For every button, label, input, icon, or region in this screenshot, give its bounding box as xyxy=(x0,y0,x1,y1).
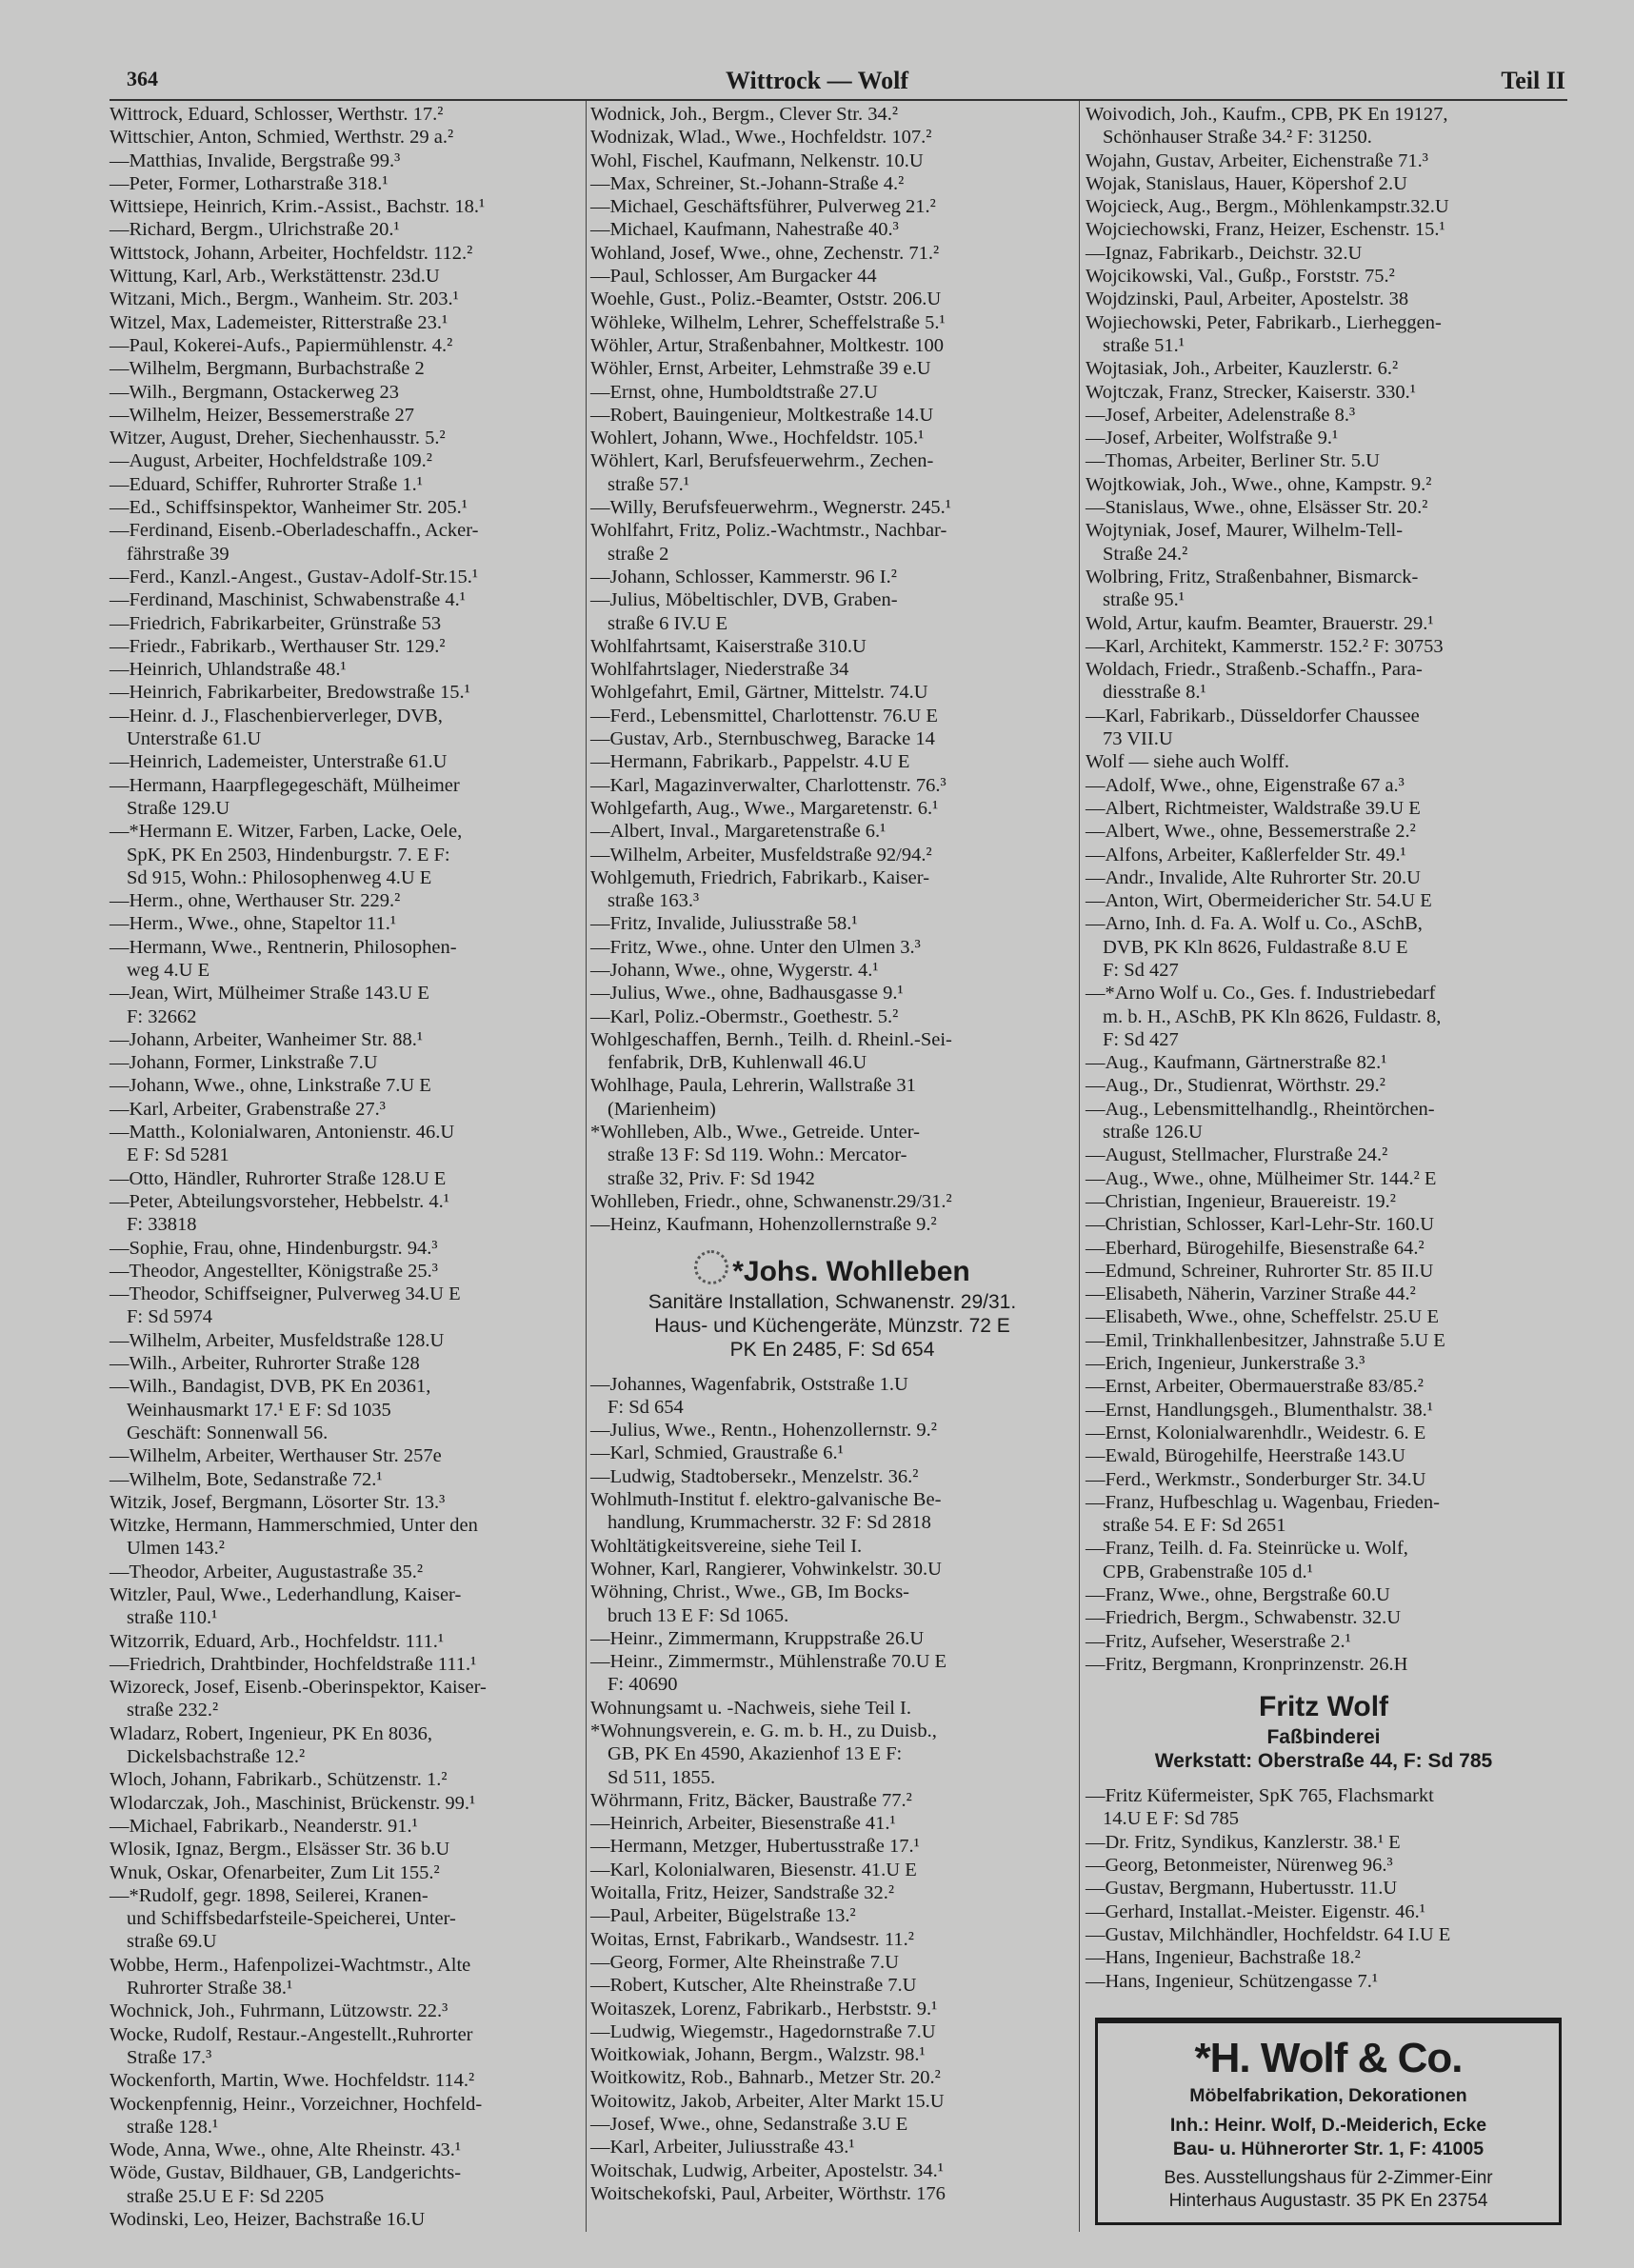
directory-entry: —Hans, Ingenieur, Schützengasse 7.¹ xyxy=(1086,1970,1379,1992)
directory-entry: —Karl, Schmied, Graustraße 6.¹ xyxy=(590,1442,844,1464)
directory-entry: —Fritz, Aufseher, Weserstraße 2.¹ xyxy=(1086,1630,1351,1652)
directory-entry: —Elisabeth, Wwe., ohne, Scheffelstr. 25.U E xyxy=(1086,1306,1440,1328)
directory-entry: Witzorrik, Eduard, Arb., Hochfeldstr. 111.¹ xyxy=(110,1630,445,1652)
running-title: Wittrock — Wolf xyxy=(725,67,909,94)
ad-line: Sanitäre Installation, Schwanenstr. 29/31. xyxy=(648,1290,1017,1313)
directory-entry: —Peter, Abteilungsvorsteher, Hebbelstr. 4.¹ F: 33818 xyxy=(110,1190,449,1236)
directory-entry: —Richard, Bergm., Ulrichstraße 20.¹ xyxy=(110,219,400,241)
column-divider xyxy=(1079,101,1080,2232)
directory-entry: —Fritz Küfermeister, SpK 765, Flachsmarkt 14.U E F: Sd 785 xyxy=(1086,1785,1434,1830)
directory-entry: Wockenpfennig, Heinr., Vorzeichner, Hochfeld- straße 128.¹ xyxy=(110,2093,483,2138)
directory-entry: —Aug., Kaufmann, Gärtnerstraße 82.¹ xyxy=(1086,1052,1387,1074)
directory-entry: *Wohnungsverein, e. G. m. b. H., zu Duisb., GB, PK En 4590, Akazienhof 13 E F: Sd 511, 1855. xyxy=(590,1721,937,1788)
directory-entry: —Elisabeth, Näherin, Varziner Straße 44.² xyxy=(1086,1283,1416,1305)
directory-entry: —Aug., Dr., Studienrat, Wörthstr. 29.² xyxy=(1086,1075,1385,1097)
directory-entry: —Max, Schreiner, St.-Johann-Straße 4.² xyxy=(590,172,905,194)
directory-entry: —Wilh., Bergmann, Ostackerweg 23 xyxy=(110,381,399,403)
directory-entry: —Adolf, Wwe., ohne, Eigenstraße 67 a.³ xyxy=(1086,774,1405,796)
directory-entry: Wöde, Gustav, Bildhauer, GB, Landgerichts- straße 25.U E F: Sd 2205 xyxy=(110,2162,462,2207)
directory-entry: —August, Stellmacher, Flurstraße 24.² xyxy=(1086,1144,1388,1166)
directory-entry: —Heinrich, Fabrikarbeiter, Bredowstraße 15.¹ xyxy=(110,682,470,704)
directory-entry: Wohlhage, Paula, Lehrerin, Wallstraße 31 (Marienheim) xyxy=(590,1075,916,1120)
directory-entry: —Gustav, Bergmann, Hubertusstr. 11.U xyxy=(1086,1878,1398,1900)
directory-entry: —Ferd., Lebensmittel, Charlottenstr. 76.U E xyxy=(590,705,938,726)
directory-entry: —Ferdinand, Maschinist, Schwabenstraße 4.¹ xyxy=(110,589,466,611)
directory-entry: —Fritz, Invalide, Juliusstraße 58.¹ xyxy=(590,913,858,935)
advertisement-wohlleben xyxy=(590,1250,1074,1362)
directory-entry: Wojtkowiak, Joh., Wwe., ohne, Kampstr. 9.² xyxy=(1086,473,1432,495)
directory-entry: Witzke, Hermann, Hammerschmied, Unter den Ulmen 143.² xyxy=(110,1515,478,1560)
directory-entry: Wohlleben, Friedr., ohne, Schwanenstr.29/31.² xyxy=(590,1190,952,1212)
directory-entry: —Edmund, Schreiner, Ruhrorter Str. 85 II.U xyxy=(1086,1260,1434,1282)
directory-entry: —Paul, Kokerei-Aufs., Papiermühlenstr. 4.² xyxy=(110,334,453,356)
directory-entry: Wittsiepe, Heinrich, Krim.-Assist., Bachstr. 18.¹ xyxy=(110,196,486,218)
wreath-icon xyxy=(694,1250,728,1284)
directory-entry: Woitkowitz, Rob., Bahnarb., Metzer Str. 20.² xyxy=(590,2067,941,2089)
directory-entry: Wojak, Stanislaus, Hauer, Köpershof 2.U xyxy=(1086,172,1407,194)
ad-line: Bes. Ausstellungshaus für 2-Zimmer-Einr xyxy=(1164,2167,1493,2188)
directory-entry: —Ernst, Arbeiter, Obermauerstraße 83/85.² xyxy=(1086,1376,1424,1398)
directory-entry: —Ferd., Kanzl.-Angest., Gustav-Adolf-Str.15.¹ xyxy=(110,566,479,587)
directory-entry: Wohl, Fischel, Kaufmann, Nelkenstr. 10.U xyxy=(590,149,924,171)
directory-entry: —Heinrich, Arbeiter, Biesenstraße 41.¹ xyxy=(590,1813,896,1835)
directory-entry: —Gustav, Milchhändler, Hochfeldstr. 64 I.U E xyxy=(1086,1923,1451,1945)
directory-entry: —Ernst, Kolonialwarenhdlr., Weidestr. 6. E xyxy=(1086,1422,1426,1443)
directory-entry: —Ewald, Bürogehilfe, Heerstraße 143.U xyxy=(1086,1445,1405,1467)
directory-entry: —August, Arbeiter, Hochfeldstraße 109.² xyxy=(110,450,432,472)
directory-entry: Wittschier, Anton, Schmied, Werthstr. 29 a.² xyxy=(110,127,454,149)
directory-entry: —Ferd., Werkmstr., Sonderburger Str. 34.U xyxy=(1086,1468,1426,1490)
ad-line: PK En 2485, F: Sd 654 xyxy=(729,1338,935,1361)
directory-entry: —Robert, Kutscher, Alte Rheinstraße 7.U xyxy=(590,1975,917,1997)
entry-list xyxy=(590,103,1074,1237)
directory-entry: —Friedrich, Bergm., Schwabenstr. 32.U xyxy=(1086,1607,1401,1629)
directory-entry: —Christian, Ingenieur, Brauereistr. 19.² xyxy=(1086,1190,1396,1212)
directory-entry: —Theodor, Schiffseigner, Pulverweg 34.U E F: Sd 5974 xyxy=(110,1283,461,1328)
directory-entry: —Hermann, Haarpflegegeschäft, Mülheimer Straße 129.U xyxy=(110,774,460,819)
directory-entry: —Theodor, Angestellter, Königstraße 25.³ xyxy=(110,1260,438,1282)
column-3 xyxy=(1086,103,1562,2225)
directory-entry: Wöhler, Ernst, Arbeiter, Lehmstraße 39 e.U xyxy=(590,358,931,380)
directory-entry: Witzler, Paul, Wwe., Lederhandlung, Kaiser- straße 110.¹ xyxy=(110,1584,462,1629)
directory-entry: Woitowitz, Jakob, Arbeiter, Alter Markt 15.U xyxy=(590,2090,945,2112)
directory-entry: Wloch, Johann, Fabrikarb., Schützenstr. 1.² xyxy=(110,1769,448,1791)
directory-entry: Woitschak, Ludwig, Arbeiter, Apostelstr. 34.¹ xyxy=(590,2159,944,2181)
directory-entry: Wnuk, Oskar, Ofenarbeiter, Zum Lit 155.² xyxy=(110,1861,440,1883)
directory-entry: —Johann, Wwe., ohne, Linkstraße 7.U E xyxy=(110,1075,431,1097)
directory-entry: —Jean, Wirt, Mülheimer Straße 143.U E F: 32662 xyxy=(110,983,429,1027)
directory-entry: Wohlert, Johann, Wwe., Hochfeldstr. 105.¹ xyxy=(590,428,925,449)
directory-entry: —Franz, Teilh. d. Fa. Steinrücke u. Wolf, CPB, Grabenstraße 105 d.¹ xyxy=(1086,1538,1408,1582)
directory-entry: *Wohlleben, Alb., Wwe., Getreide. Unter- straße 13 F: Sd 119. Wohn.: Mercator- straße 32, Priv. F: Sd 1942 xyxy=(590,1122,920,1189)
directory-entry: —Josef, Arbeiter, Wolfstraße 9.¹ xyxy=(1086,428,1339,449)
directory-entry: Wohner, Karl, Rangierer, Vohwinkelstr. 30.U xyxy=(590,1558,942,1580)
directory-entry: —Fritz, Wwe., ohne. Unter den Ulmen 3.³ xyxy=(590,936,921,958)
directory-entry: Wohlmuth-Institut f. elektro-galvanische Be- handlung, Krummacherstr. 32 F: Sd 2818 xyxy=(590,1489,942,1534)
directory-entry: —Albert, Inval., Margaretenstraße 6.¹ xyxy=(590,821,887,843)
directory-entry: Wojciechowski, Franz, Heizer, Eschenstr. 15.¹ xyxy=(1086,219,1445,241)
directory-entry: Witzani, Mich., Bergm., Wanheim. Str. 203.¹ xyxy=(110,288,459,310)
directory-entry: —Erich, Ingenieur, Junkerstraße 3.³ xyxy=(1086,1353,1365,1375)
directory-entry: Wojtasiak, Joh., Arbeiter, Kauzlerstr. 6.² xyxy=(1086,358,1399,380)
directory-entry: —Ignaz, Fabrikarb., Deichstr. 32.U xyxy=(1086,242,1363,264)
directory-entry: —Wilhelm, Arbeiter, Werthauser Str. 257e xyxy=(110,1445,442,1467)
advertisement-fritz-wolf xyxy=(1086,1689,1562,1773)
directory-entry: —Aug., Wwe., ohne, Mülheimer Str. 144.² E xyxy=(1086,1167,1437,1189)
directory-entry: —Matthias, Invalide, Bergstraße 99.³ xyxy=(110,149,401,171)
directory-entry: —Heinr. d. J., Flaschenbierverleger, DVB, Unterstraße 61.U xyxy=(110,705,443,750)
directory-entry: —*Hermann E. Witzer, Farben, Lacke, Oele, SpK, PK En 2503, Hindenburgstr. 7. E F: Sd 915, Wohn.: Philosophenweg 4.U E xyxy=(110,821,463,888)
directory-entry: Wöhleke, Wilhelm, Lehrer, Scheffelstraße 5.¹ xyxy=(590,311,946,333)
directory-entry: —Ernst, ohne, Humboldtstraße 27.U xyxy=(590,381,878,403)
directory-entry: —Karl, Arbeiter, Juliusstraße 43.¹ xyxy=(590,2137,855,2159)
part-label: Teil II xyxy=(1501,67,1565,94)
directory-entry: Witzik, Josef, Bergmann, Lösorter Str. 13.³ xyxy=(110,1491,446,1513)
advertisement-h-wolf-box xyxy=(1095,2018,1562,2225)
directory-entry: —Heinrich, Lademeister, Unterstraße 61.U xyxy=(110,751,448,773)
directory-entry: —Herm., ohne, Werthauser Str. 229.² xyxy=(110,890,401,912)
directory-entry: —Eduard, Schiffer, Ruhrorter Straße 1.¹ xyxy=(110,473,423,495)
directory-entry: —Ferdinand, Eisenb.-Oberladeschaffn., Acker- fährstraße 39 xyxy=(110,520,479,565)
directory-entry: —Wilh., Arbeiter, Ruhrorter Straße 128 xyxy=(110,1353,420,1375)
column-2 xyxy=(590,103,1074,2205)
directory-entry: Wojcieck, Aug., Bergm., Möhlenkampstr.32.U xyxy=(1086,196,1449,218)
directory-entry: —Hermann, Fabrikarb., Pappelstr. 4.U E xyxy=(590,751,910,773)
directory-entry: Woldach, Friedr., Straßenb.-Schaffn., Para- diesstraße 8.¹ xyxy=(1086,659,1423,704)
directory-entry: —Julius, Möbeltischler, DVB, Graben- straße 6 IV.U E xyxy=(590,589,898,634)
directory-entry: —Albert, Wwe., ohne, Bessemerstraße 2.² xyxy=(1086,821,1416,843)
ad-line: Inh.: Heinr. Wolf, D.-Meiderich, Ecke xyxy=(1169,2114,1487,2136)
directory-entry: Wohlgefahrt, Emil, Gärtner, Mittelstr. 74.U xyxy=(590,682,928,704)
directory-entry: Wojiechowski, Peter, Fabrikarb., Lierheggen- straße 51.¹ xyxy=(1086,311,1442,356)
directory-entry: —Wilh., Bandagist, DVB, PK En 20361, Weinhausmarkt 17.¹ E F: Sd 1035 Geschäft: Sonnenwall 56. xyxy=(110,1376,431,1443)
directory-entry: Wohlfahrtsamt, Kaiserstraße 310.U xyxy=(590,635,867,657)
directory-entry: Wolbring, Fritz, Straßenbahner, Bismarck- straße 95.¹ xyxy=(1086,566,1419,611)
directory-entry: Wolf — siehe auch Wolff. xyxy=(1086,751,1289,773)
directory-entry: —Herm., Wwe., ohne, Stapeltor 11.¹ xyxy=(110,913,397,935)
directory-entry: —Karl, Kolonialwaren, Biesenstr. 41.U E xyxy=(590,1859,917,1880)
directory-entry: —Wilhelm, Bergmann, Burbachstraße 2 xyxy=(110,358,425,380)
directory-entry: —Theodor, Arbeiter, Augustastraße 35.² xyxy=(110,1561,424,1582)
directory-entry: —Johann, Schlosser, Kammerstr. 96 I.² xyxy=(590,566,897,587)
directory-entry: —Anton, Wirt, Obermeidericher Str. 54.U E xyxy=(1086,890,1432,912)
page-number: 364 xyxy=(127,67,158,90)
directory-entry: —Franz, Hufbeschlag u. Wagenbau, Frieden- straße 54. E F: Sd 2651 xyxy=(1086,1491,1440,1537)
directory-entry: Wohlfahrt, Fritz, Poliz.-Wachtmstr., Nachbar- straße 2 xyxy=(590,520,947,565)
directory-entry: —Matth., Kolonialwaren, Antonienstr. 46.U E F: Sd 5281 xyxy=(110,1122,455,1166)
directory-entry: —Johann, Wwe., ohne, Wygerstr. 4.¹ xyxy=(590,959,879,981)
directory-entry: —Hermann, Metzger, Hubertusstraße 17.¹ xyxy=(590,1836,920,1858)
directory-entry: —Michael, Fabrikarb., Neanderstr. 91.¹ xyxy=(110,1815,418,1837)
directory-entry: Wohlfahrtslager, Niederstraße 34 xyxy=(590,659,849,681)
directory-entry: Wittstock, Johann, Arbeiter, Hochfeldstr. 112.² xyxy=(110,242,473,264)
column-divider xyxy=(586,101,587,2232)
directory-entry: —*Rudolf, gegr. 1898, Seilerei, Kranen- und Schiffsbedarfsteile-Speicherei, Unter- straße 69.U xyxy=(110,1884,456,1953)
directory-entry: —Emil, Trinkhallenbesitzer, Jahnstraße 5.U E xyxy=(1086,1329,1445,1351)
directory-entry: —Josef, Arbeiter, Adelenstraße 8.³ xyxy=(1086,404,1356,426)
directory-entry: —Heinr., Zimmermann, Kruppstraße 26.U xyxy=(590,1627,925,1649)
directory-entry: —Aug., Lebensmittelhandlg., Rheintörchen- straße 126.U xyxy=(1086,1098,1435,1144)
directory-entry: —Thomas, Arbeiter, Berliner Str. 5.U xyxy=(1086,450,1380,472)
directory-entry: Woitaszek, Lorenz, Fabrikarb., Herbststr. 9.¹ xyxy=(590,1998,938,2019)
directory-entry: Wochnick, Joh., Fuhrmann, Lützowstr. 22.³ xyxy=(110,2000,448,2022)
ad-subtitle: Möbelfabrikation, Dekorationen xyxy=(1189,2084,1467,2106)
directory-entry: —Wilhelm, Bote, Sedanstraße 72.¹ xyxy=(110,1468,383,1490)
ad-line: Faßbinderei xyxy=(1266,1726,1381,1749)
directory-entry: —Michael, Geschäftsführer, Pulverweg 21.² xyxy=(590,196,936,218)
directory-entry: Witzer, August, Dreher, Siechenhausstr. 5.² xyxy=(110,428,446,449)
directory-entry: —Michael, Kaufmann, Nahestraße 40.³ xyxy=(590,219,899,241)
directory-entry: —Hans, Ingenieur, Bachstraße 18.² xyxy=(1086,1947,1361,1969)
ad-line: Haus- und Küchengeräte, Münzstr. 72 E xyxy=(654,1314,1010,1337)
directory-entry: —Heinz, Kaufmann, Hohenzollernstraße 9.² xyxy=(590,1214,937,1236)
directory-entry: —Karl, Arbeiter, Grabenstraße 27.³ xyxy=(110,1098,386,1120)
directory-entry: —Karl, Architekt, Kammerstr. 152.² F: 30753 xyxy=(1086,635,1444,657)
directory-entry: Wohltätigkeitsvereine, siehe Teil I. xyxy=(590,1535,863,1557)
directory-entry: —Johann, Arbeiter, Wanheimer Str. 88.¹ xyxy=(110,1028,423,1050)
ad-title: Fritz Wolf xyxy=(1258,1691,1389,1723)
directory-entry: —Karl, Magazinverwalter, Charlottenstr. 76.³ xyxy=(590,774,947,796)
directory-entry: —Ernst, Handlungsgeh., Blumenthalstr. 38.¹ xyxy=(1086,1399,1433,1421)
directory-entry: Wodnick, Joh., Bergm., Clever Str. 34.² xyxy=(590,104,898,125)
directory-entry: —Friedr., Fabrikarb., Werthauser Str. 129.² xyxy=(110,635,446,657)
directory-entry: Wojahn, Gustav, Arbeiter, Eichenstraße 71.³ xyxy=(1086,149,1428,171)
directory-entry: —Ludwig, Stadtobersekr., Menzelstr. 36.² xyxy=(590,1465,919,1487)
ad-title: *Johs. Wohlleben xyxy=(732,1255,970,1287)
directory-entry: —Johannes, Wagenfabrik, Oststraße 1.U F: Sd 654 xyxy=(590,1373,908,1418)
directory-entry: —Arno, Inh. d. Fa. A. Wolf u. Co., ASchB, DVB, PK Kln 8626, Fuldastraße 8.U E F: Sd 427 xyxy=(1086,913,1423,981)
directory-entry: —Robert, Bauingenieur, Moltkestraße 14.U xyxy=(590,404,934,426)
directory-entry: Wohland, Josef, Wwe., ohne, Zechenstr. 71.² xyxy=(590,242,940,264)
directory-entry: —Wilhelm, Heizer, Bessemerstraße 27 xyxy=(110,404,414,426)
ad-line: Bau- u. Hühnerorter Str. 1, F: 41005 xyxy=(1172,2138,1485,2159)
directory-entry: —Andr., Invalide, Alte Ruhrorter Str. 20.U xyxy=(1086,866,1421,888)
directory-entry: —Fritz, Bergmann, Kronprinzenstr. 26.H xyxy=(1086,1653,1408,1675)
directory-entry: Woitkowiak, Johann, Bergm., Walzstr. 98.¹ xyxy=(590,2044,926,2066)
directory-entry: —Stanislaus, Wwe., ohne, Elsässer Str. 20.² xyxy=(1086,497,1428,519)
directory-entry: Woitschekofski, Paul, Arbeiter, Wörthstr. 176 xyxy=(590,2182,946,2204)
directory-entry: Wohlgefarth, Aug., Wwe., Margaretenstr. 6.¹ xyxy=(590,797,939,819)
directory-entry: Wittung, Karl, Arb., Werkstättenstr. 23d.U xyxy=(110,266,440,288)
directory-entry: Wöhler, Artur, Straßenbahner, Moltkestr. 100 xyxy=(590,334,945,356)
directory-entry: —Paul, Schlosser, Am Burgacker 44 xyxy=(590,266,877,288)
directory-entry: —Heinrich, Uhlandstraße 48.¹ xyxy=(110,659,347,681)
entry-list xyxy=(110,103,583,2231)
directory-entry: —Willy, Berufsfeuerwehrm., Wegnerstr. 245.¹ xyxy=(590,497,951,519)
directory-entry: —Georg, Former, Alte Rheinstraße 7.U xyxy=(590,1951,899,1973)
directory-entry: Wittrock, Eduard, Schlosser, Werthstr. 17.² xyxy=(110,104,444,125)
entry-list xyxy=(1086,103,1562,1676)
ad-line: Hinterhaus Augustastr. 35 PK En 23754 xyxy=(1168,2190,1488,2211)
directory-entry: —Friedrich, Drahtbinder, Hochfeldstraße 111.¹ xyxy=(110,1653,477,1675)
directory-entry: —Hermann, Wwe., Rentnerin, Philosophen- weg 4.U E xyxy=(110,936,457,981)
directory-entry: Woivodich, Joh., Kaufm., CPB, PK En 19127, Schönhauser Straße 34.² F: 31250. xyxy=(1086,104,1448,149)
directory-entry: Wöhning, Christ., Wwe., GB, Im Bocks- bruch 13 E F: Sd 1065. xyxy=(590,1582,909,1626)
directory-entry: Wojcikowski, Val., Gußp., Forststr. 75.² xyxy=(1086,266,1395,288)
directory-entry: —Gustav, Arb., Sternbuschweg, Baracke 14 xyxy=(590,728,935,750)
entry-list xyxy=(1086,1784,1562,1993)
directory-entry: —Karl, Poliz.-Obermstr., Goethestr. 5.² xyxy=(590,1005,899,1027)
directory-entry: —Ed., Schiffsinspektor, Wanheimer Str. 205.¹ xyxy=(110,497,468,519)
directory-entry: Wocke, Rudolf, Restaur.-Angestellt.,Ruhrorter Straße 17.³ xyxy=(110,2023,473,2068)
directory-entry: Wlosik, Ignaz, Bergm., Elsässer Str. 36 b.U xyxy=(110,1839,450,1860)
directory-entry: —Wilhelm, Arbeiter, Musfeldstraße 92/94.² xyxy=(590,844,932,865)
directory-entry: Woitas, Ernst, Fabrikarb., Wandsestr. 11.² xyxy=(590,1928,914,1950)
directory-entry: —Julius, Wwe., ohne, Badhausgasse 9.¹ xyxy=(590,983,904,1005)
directory-entry: Wlodarczak, Joh., Maschinist, Brückenstr. 99.¹ xyxy=(110,1792,476,1814)
directory-entry: —Sophie, Frau, ohne, Hindenburgstr. 94.³ xyxy=(110,1237,438,1259)
directory-entry: —*Arno Wolf u. Co., Ges. f. Industriebedarf m. b. H., ASchB, PK Kln 8626, Fuldastr. 8, F: Sd 427 xyxy=(1086,983,1442,1050)
directory-entry: Wobbe, Herm., Hafenpolizei-Wachtmstr., Alte Ruhrorter Straße 38.¹ xyxy=(110,1954,471,1999)
directory-entry: —Albert, Richtmeister, Waldstraße 39.U E xyxy=(1086,797,1421,819)
directory-entry: —Johann, Former, Linkstraße 7.U xyxy=(110,1052,378,1074)
directory-entry: —Karl, Fabrikarb., Düsseldorfer Chaussee 73 VII.U xyxy=(1086,705,1420,750)
directory-entry: Woehle, Gust., Poliz.-Beamter, Oststr. 206.U xyxy=(590,288,942,310)
directory-entry: Wohlgemuth, Friedrich, Fabrikarb., Kaiser- straße 163.³ xyxy=(590,866,930,912)
directory-entry: —Ludwig, Wiegemstr., Hagedornstraße 7.U xyxy=(590,2020,936,2042)
directory-entry: Wojdzinski, Paul, Arbeiter, Apostelstr. 38 xyxy=(1086,288,1409,310)
directory-entry: —Georg, Betonmeister, Nürenweg 96.³ xyxy=(1086,1855,1393,1877)
directory-entry: Wladarz, Robert, Ingenieur, PK En 8036, Dickelsbachstraße 12.² xyxy=(110,1722,433,1768)
directory-entry: —Paul, Arbeiter, Bügelstraße 13.² xyxy=(590,1905,856,1927)
directory-entry: Wodinski, Leo, Heizer, Bachstraße 16.U xyxy=(110,2209,426,2231)
directory-entry: —Gerhard, Installat.-Meister. Eigenstr. 46.¹ xyxy=(1086,1900,1425,1922)
directory-entry: Wold, Artur, kaufm. Beamter, Brauerstr. 29.¹ xyxy=(1086,612,1434,634)
directory-entry: Wode, Anna, Wwe., ohne, Alte Rheinstr. 43.¹ xyxy=(110,2139,462,2161)
directory-entry: Witzel, Max, Lademeister, Ritterstraße 23.¹ xyxy=(110,311,448,333)
directory-entry: —Franz, Wwe., ohne, Bergstraße 60.U xyxy=(1086,1584,1390,1605)
directory-entry: —Friedrich, Fabrikarbeiter, Grünstraße 53 xyxy=(110,612,442,634)
directory-entry: —Peter, Former, Lotharstraße 318.¹ xyxy=(110,172,389,194)
directory-entry: Wojtczak, Franz, Strecker, Kaiserstr. 330.¹ xyxy=(1086,381,1416,403)
directory-entry: —Christian, Schlosser, Karl-Lehr-Str. 160.U xyxy=(1086,1214,1435,1236)
directory-entry: Wizoreck, Josef, Eisenb.-Oberinspektor, Kaiser- straße 232.² xyxy=(110,1677,487,1721)
directory-entry: Wohnungsamt u. -Nachweis, siehe Teil I. xyxy=(590,1697,911,1719)
ad-line: Werkstatt: Oberstraße 44, F: Sd 785 xyxy=(1154,1750,1493,1773)
directory-entry: Wohlgeschaffen, Bernh., Teilh. d. Rheinl.-Sei- fenfabrik, DrB, Kuhlenwall 46.U xyxy=(590,1028,952,1074)
directory-entry: —Wilhelm, Arbeiter, Musfeldstraße 128.U xyxy=(110,1329,445,1351)
directory-entry: —Otto, Händler, Ruhrorter Straße 128.U E xyxy=(110,1167,447,1189)
directory-entry: —Julius, Wwe., Rentn., Hohenzollernstr. 9.² xyxy=(590,1420,937,1442)
directory-entry: Wöhlert, Karl, Berufsfeuerwehrm., Zechen- straße 57.¹ xyxy=(590,450,934,495)
directory-entry: —Alfons, Arbeiter, Kaßlerfelder Str. 49.¹ xyxy=(1086,844,1406,865)
directory-entry: —Heinr., Zimmermstr., Mühlenstraße 70.U E F: 40690 xyxy=(590,1651,947,1696)
ad-title: *H. Wolf & Co. xyxy=(1194,2034,1463,2081)
entry-list xyxy=(590,1373,1074,2206)
directory-entry: Wockenforth, Martin, Wwe. Hochfeldstr. 114.² xyxy=(110,2070,475,2092)
directory-entry: Woitalla, Fritz, Heizer, Sandstraße 32.² xyxy=(590,1882,895,1904)
directory-entry: —Josef, Wwe., ohne, Sedanstraße 3.U E xyxy=(590,2114,908,2136)
directory-entry: Wöhrmann, Fritz, Bäcker, Baustraße 77.² xyxy=(590,1789,912,1811)
directory-entry: Wojtyniak, Josef, Maurer, Wilhelm-Tell- Straße 24.² xyxy=(1086,520,1404,565)
directory-entry: —Dr. Fritz, Syndikus, Kanzlerstr. 38.¹ E xyxy=(1086,1831,1401,1853)
directory-entry: Wodnizak, Wlad., Wwe., Hochfeldstr. 107.² xyxy=(590,127,932,149)
directory-entry: —Eberhard, Bürogehilfe, Biesenstraße 64.² xyxy=(1086,1237,1425,1259)
header-rule xyxy=(110,99,1567,101)
column-1 xyxy=(110,103,583,2231)
